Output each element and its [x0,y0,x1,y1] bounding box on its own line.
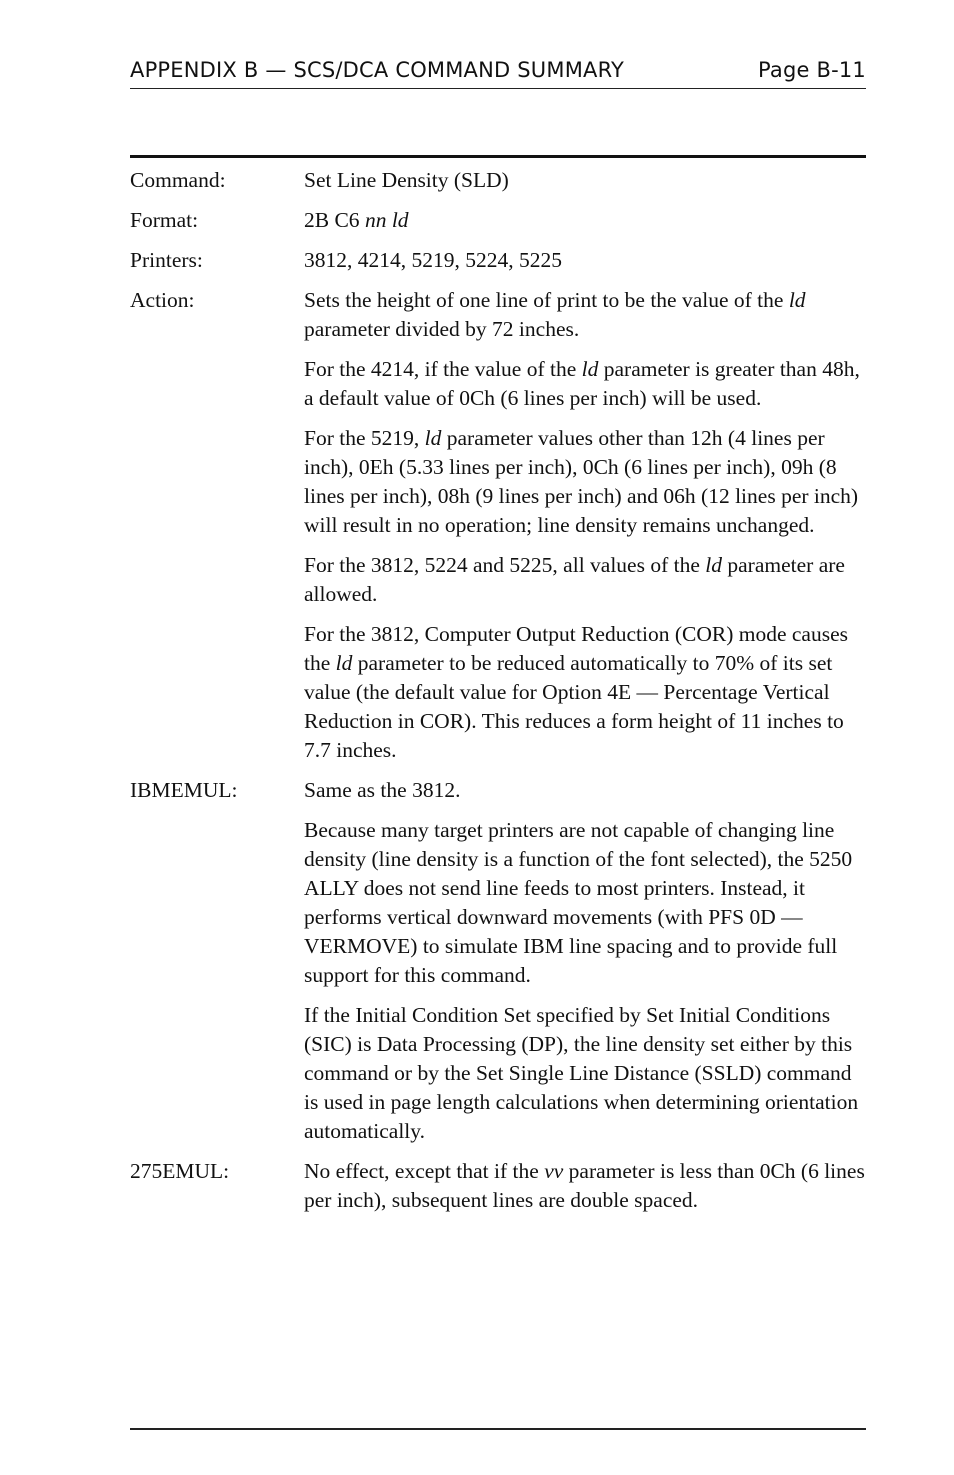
ibmemul-row [130,816,870,990]
text-run: parameter is greater than 48h, a default value of 0Ch (6 lines per inch) will be used. [304,357,860,410]
top-divider [130,155,866,158]
bottom-divider [130,1428,866,1430]
emul275-row [130,1157,870,1215]
param-name: ld [424,426,442,450]
action-paragraph-3 [304,424,870,540]
action-paragraph-1 [304,286,870,344]
action-paragraph-5 [304,620,870,765]
header-title: APPENDIX B — SCS/DCA COMMAND SUMMARY [130,58,625,82]
command-label: Command: [130,168,226,192]
text-run: For the 3812, 5224 and 5225, all values of the [304,553,706,577]
param-name: vv [544,1159,564,1183]
action-label: Action: [130,288,195,312]
format-params: nn ld [364,208,409,232]
param-name: ld [581,357,599,381]
ibmemul-label: IBMEMUL: [130,778,238,802]
param-name: ld [335,651,353,675]
ibmemul-paragraph-2: Because many target printers are not capable of changing line density (line density is a function of the font selected), the 5250 ALLY does not send line feeds to most printers. Instead, it performs vertical downward movements (with PFS 0D — VERMOVE) to simulate IBM line spacing and to provide full support for this command. [304,818,853,987]
format-value [304,206,870,235]
action-row [130,620,870,765]
ibmemul-row [130,776,870,805]
printers-row [130,246,870,275]
format-code: 2B C6 [304,208,365,232]
action-paragraph-2 [304,355,870,413]
action-row [130,355,870,413]
format-label: Format: [130,208,199,232]
text-run: For the 5219, [304,426,425,450]
action-row [130,424,870,540]
text-run: parameter values other than 12h (4 lines per inch), 0Eh (5.33 lines per inch), 0Ch (6 lines per inch), 09h (8 lines per inch), 08h (9 lines per inch) and 06h (12 lines per inch) will result in no operation; line density remains unchanged. [304,426,859,537]
text-run: parameter are allowed. [304,553,845,606]
text-run: For the 3812, Computer Output Reduction (COR) mode causes the [304,622,848,675]
command-value: Set Line Density (SLD) [304,168,509,192]
param-name: ld [705,553,723,577]
action-paragraph-4 [304,551,870,609]
ibmemul-paragraph-3: If the Initial Condition Set specified by Set Initial Conditions (SIC) is Data Processing (DP), the line density set either by this command or by the Set Single Line Distance (SSLD) command is used in page length calculations when determining orientation automatically. [304,1003,859,1143]
action-row [130,286,870,344]
emul275-label: 275EMUL: [130,1159,230,1183]
text-run: parameter is less than 0Ch (6 lines per inch), subsequent lines are double spaced. [304,1159,865,1212]
printers-label: Printers: [130,248,203,272]
emul275-paragraph [304,1157,870,1215]
text-run: parameter to be reduced automatically to 70% of its set value (the default value for Option 4E — Percentage Vertical Reduction in COR). This reduces a form height of 11 inches to 7.7 inches. [304,651,844,762]
text-run: Sets the height of one line of print to be the value of the [304,288,789,312]
text-run: No effect, except that if the [304,1159,545,1183]
page-header [130,58,866,89]
command-row [130,166,870,195]
text-run: parameter divided by 72 inches. [304,317,580,341]
ibmemul-row [130,1001,870,1146]
format-row [130,206,870,235]
command-summary [130,166,870,1226]
page-number: Page B-11 [757,58,866,82]
printers-value: 3812, 4214, 5219, 5224, 5225 [304,248,562,272]
param-name: ld [788,288,806,312]
ibmemul-paragraph-1: Same as the 3812. [304,778,461,802]
action-row [130,551,870,609]
text-run: For the 4214, if the value of the [304,357,582,381]
